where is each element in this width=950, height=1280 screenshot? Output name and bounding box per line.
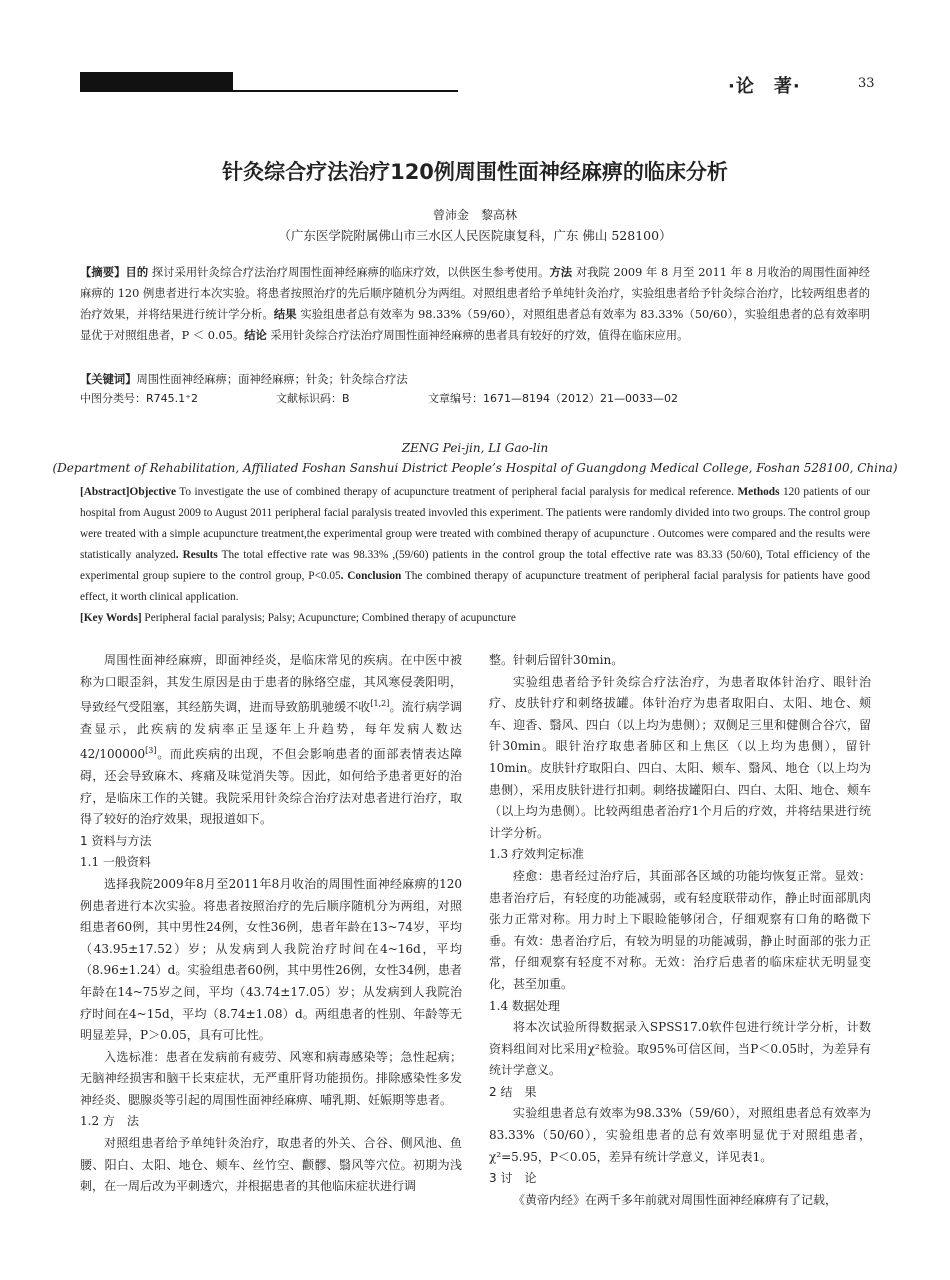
article-title: 针灸综合疗法治疗120例周围性面神经麻痹的临床分析 [222, 160, 728, 184]
body-paragraph: 实验组患者总有效率为98.33%（59/60），对照组患者总有效率为83.33%（50/60），实验组患者的总有效率明显优于对照组患者，χ²=5.95，P＜0.05，差异有统计学意义，详见表1。 [489, 1106, 871, 1164]
subsection-heading: 1.3 疗效判定标准 [489, 847, 584, 862]
body-left-column [80, 650, 462, 1198]
keywords-cn [80, 369, 870, 390]
methods-text: 对我院 2009 年 8 月至 2011 年 8 月收治的周围性面神经麻痹的 120 例患者进行本次实验。将患者按照治疗的先后顺序随机分为两组。对照组患者给予单纯针灸治疗，实验组患者给予针灸综合治疗，比较两组患者的治疗效果，并将结果进行统计学分析。 [80, 266, 870, 321]
authors: 曾沛金 黎高林 [432, 208, 517, 222]
header-black-bar [80, 72, 233, 92]
keywords-text: 周围性面神经麻痹；面神经麻痹；针灸；针灸综合疗法 [136, 373, 408, 386]
en-objective-text: To investigate the use of combined therapy of acupuncture treatment of peripheral facial paralysis for medical reference. [176, 486, 738, 498]
body-right-column [489, 650, 871, 1211]
conclusion-label: 结论 [244, 329, 267, 342]
body-paragraph: 将本次试验所得数据录入SPSS17.0软件包进行统计学分析，计数资料组间对比采用χ²检验。取95%可信区间，当P＜0.05时，为差异有统计学意义。 [489, 1020, 871, 1078]
section-label: ·论 著· [728, 76, 801, 97]
en-keywords-label: [Key Words] [80, 612, 142, 624]
en-conclusion-label: . Conclusion [340, 570, 402, 582]
body-paragraph: 痊愈：患者经过治疗后，其面部各区域的功能均恢复正常。显效：患者治疗后，有轻度的功能减弱，或有轻度联带动作，静止时面部肌肉张力正常对称。用力时上下眼睑能够闭合，仔细观察有口角的略微下垂。有效：患者治疗后，有较为明显的功能减弱，静止时面部的张力正常，仔细观察有轻度不对称。无效：治疗后患者的临床症状无明显变化，甚至加重。 [489, 868, 871, 991]
results-label: 结果 [273, 308, 297, 321]
section-heading: 1 资料与方法 [80, 833, 152, 848]
citation-ref: [1,2] [370, 699, 390, 709]
subsection-heading: 1.4 数据处理 [489, 998, 560, 1013]
en-affiliation: (Department of Rehabilitation, Affiliated Foshan Sanshui District People’s Hospital of Guangdong Medical College, Foshan 528100, China) [52, 461, 898, 475]
intro-text-c: 。而此疾病的出现，不但会影响患者的面部表情表达障碍，还会导致麻木、疼痛及味觉消失等。因此，如何给予患者更好的治疗，是临床工作的关键。我院采用针灸综合治疗法对患者进行治疗，取得了较好的治疗效果，现报道如下。 [80, 747, 462, 827]
citation-ref: [3] [145, 746, 157, 756]
affiliation: （广东医学院附属佛山市三水区人民医院康复科，广东 佛山 528100） [278, 228, 672, 243]
body-paragraph: 《黄帝内经》在两千多年前就对周围性面神经麻痹有了记载， [513, 1192, 838, 1207]
section-heading: 2 结 果 [489, 1084, 537, 1099]
body-text-continued: 整。针刺后留针30min。 [489, 653, 624, 667]
intro-text-a: 周围性面神经麻痹，即面神经炎，是临床常见的疾病。在中医中被称为口眼歪斜，其发生原因是由于患者的脉络空虚，其风寒侵袭阳明，导致经气受阻塞，其经筋失调，进而导致筋肌驰缓不收 [80, 653, 462, 715]
subsection-heading: 1.2 方 法 [80, 1114, 139, 1129]
methods-label: 方法 [549, 266, 573, 279]
keywords-label: 【关键词】 [80, 373, 137, 386]
objective-label: 目的 [125, 266, 149, 279]
body-paragraph: 实验组患者给予针灸综合疗法治疗，为患者取体针治疗、眼针治疗、皮肤针疗和刺络拔罐。体针治疗为患者取阳白、太阳、地仓、颊车、迎香、翳风、四白（以上均为患侧）；双侧足三里和健侧合谷穴，留针30min。眼针治疗取患者肺区和上焦区（以上均为患侧），留针10min。皮肤针疗取阳白、四白、太阳、颊车、翳风、地仓（以上均为患侧），采用皮肤针进行扣刺。刺络拔罐阳白、四白、太阳、地仓、颊车（以上均为患侧）。比较两组患者治疗1个月后的疗效，并将结果进行统计学分析。 [489, 674, 871, 840]
intro-text-b: 。流行病学调查显示，此疾病的发病率正呈逐年上升趋势，每年发病人数达42/100000 [80, 700, 462, 762]
en-authors: ZENG Pei-jin, LI Gao-lin [401, 441, 549, 455]
body-paragraph: 选择我院2009年8月至2011年8月收治的周围性面神经麻痹的120例患者进行本次实验。将患者按照治疗的先后顺序随机分为两组，对照组患者60例，其中男性24例，女性36例，患者年龄在13~74岁，平均（43.95±17.52）岁；从发病到人我院治疗时间在4~16d，平均（8.96±1.24）d。实验组患者60例，其中男性26例，女性34例，患者年龄在14~75岁之间，平均（43.74±17.05）岁；从发病到人我院治疗时间在4~15d，平均（8.74±1.08）d。两组患者的性别、年龄等无明显差异，P＞0.05，具有可比性。 [80, 876, 462, 1043]
page-number: 33 [858, 76, 875, 91]
header-rule [80, 90, 458, 92]
subsection-heading: 1.1 一般资料 [80, 855, 151, 870]
conclusion-text: 采用针灸综合疗法治疗周围性面神经麻痹的患者具有较好的疗效，值得在临床应用。 [270, 329, 689, 342]
abstract-cn [80, 262, 870, 346]
abstract-label: 【摘要】 [80, 266, 126, 279]
abstract-en [80, 482, 870, 629]
section-heading: 3 讨 论 [489, 1171, 537, 1186]
body-paragraph: 入选标准：患者在发病前有疲劳、风寒和病毒感染等；急性起病；无脑神经损害和脑干长束症状，无严重肝肾功能损伤。排除感染性多发神经炎、腮腺炎等引起的周围性面神经麻痹、哺乳期、妊娠期等患者。 [80, 1049, 462, 1107]
en-conclusion-text: The combined therapy of acupuncture treatment of peripheral facial paralysis for patients have good effect, it worth clinical application. [80, 570, 870, 603]
en-keywords-text: Peripheral facial paralysis; Palsy; Acupuncture; Combined therapy of acupuncture [141, 612, 516, 624]
intro-paragraph [80, 650, 462, 831]
en-abstract-label: [Abstract]Objective [80, 486, 176, 498]
doc-code: 文献标识码：B [276, 392, 350, 405]
en-results-text: The total effective rate was 98.33% ,(59/60) patients in the control group the total effective rate was 83.33 (50/60), Total efficiency of the experimental group supiere to the control group, P<0.05 [80, 549, 871, 582]
objective-text: 探讨采用针灸综合疗法治疗周围性面神经麻痹的临床疗效，以供医生参考使用。 [151, 266, 550, 279]
en-methods-label: Methods [737, 486, 780, 498]
article-number: 文章编号：1671—8194（2012）21—0033—02 [428, 392, 678, 405]
en-methods-text: 120 patients of our hospital from August 2009 to August 2011 peripheral facial paralysis treated invovled this experiment. The patients were randomly divided into two groups. The control group were treated with a simple acupuncture treatment,the experimental group were treated with combined therapy of acupuncture . Outcomes were compared and the results were statistically analyzed [80, 486, 871, 561]
clc-number: 中图分类号：R745.1⁺2 [80, 392, 198, 405]
en-results-label: . Results [175, 549, 218, 561]
body-paragraph: 对照组患者给予单纯针灸治疗，取患者的外关、合谷、侧风池、鱼腰、阳白、太阳、地仓、颊车、丝竹空、颧髎、翳风等穴位。初期为浅刺，在一周后改为平刺透穴，并根据患者的其他临床症状进行调 [80, 1136, 462, 1194]
results-text: 实验组患者总有效率为 98.33%（59/60），对照组患者总有效率为 83.33%（50/60），实验组患者的总有效率明显优于对照组患者，P ＜ 0.05。 [80, 308, 870, 342]
